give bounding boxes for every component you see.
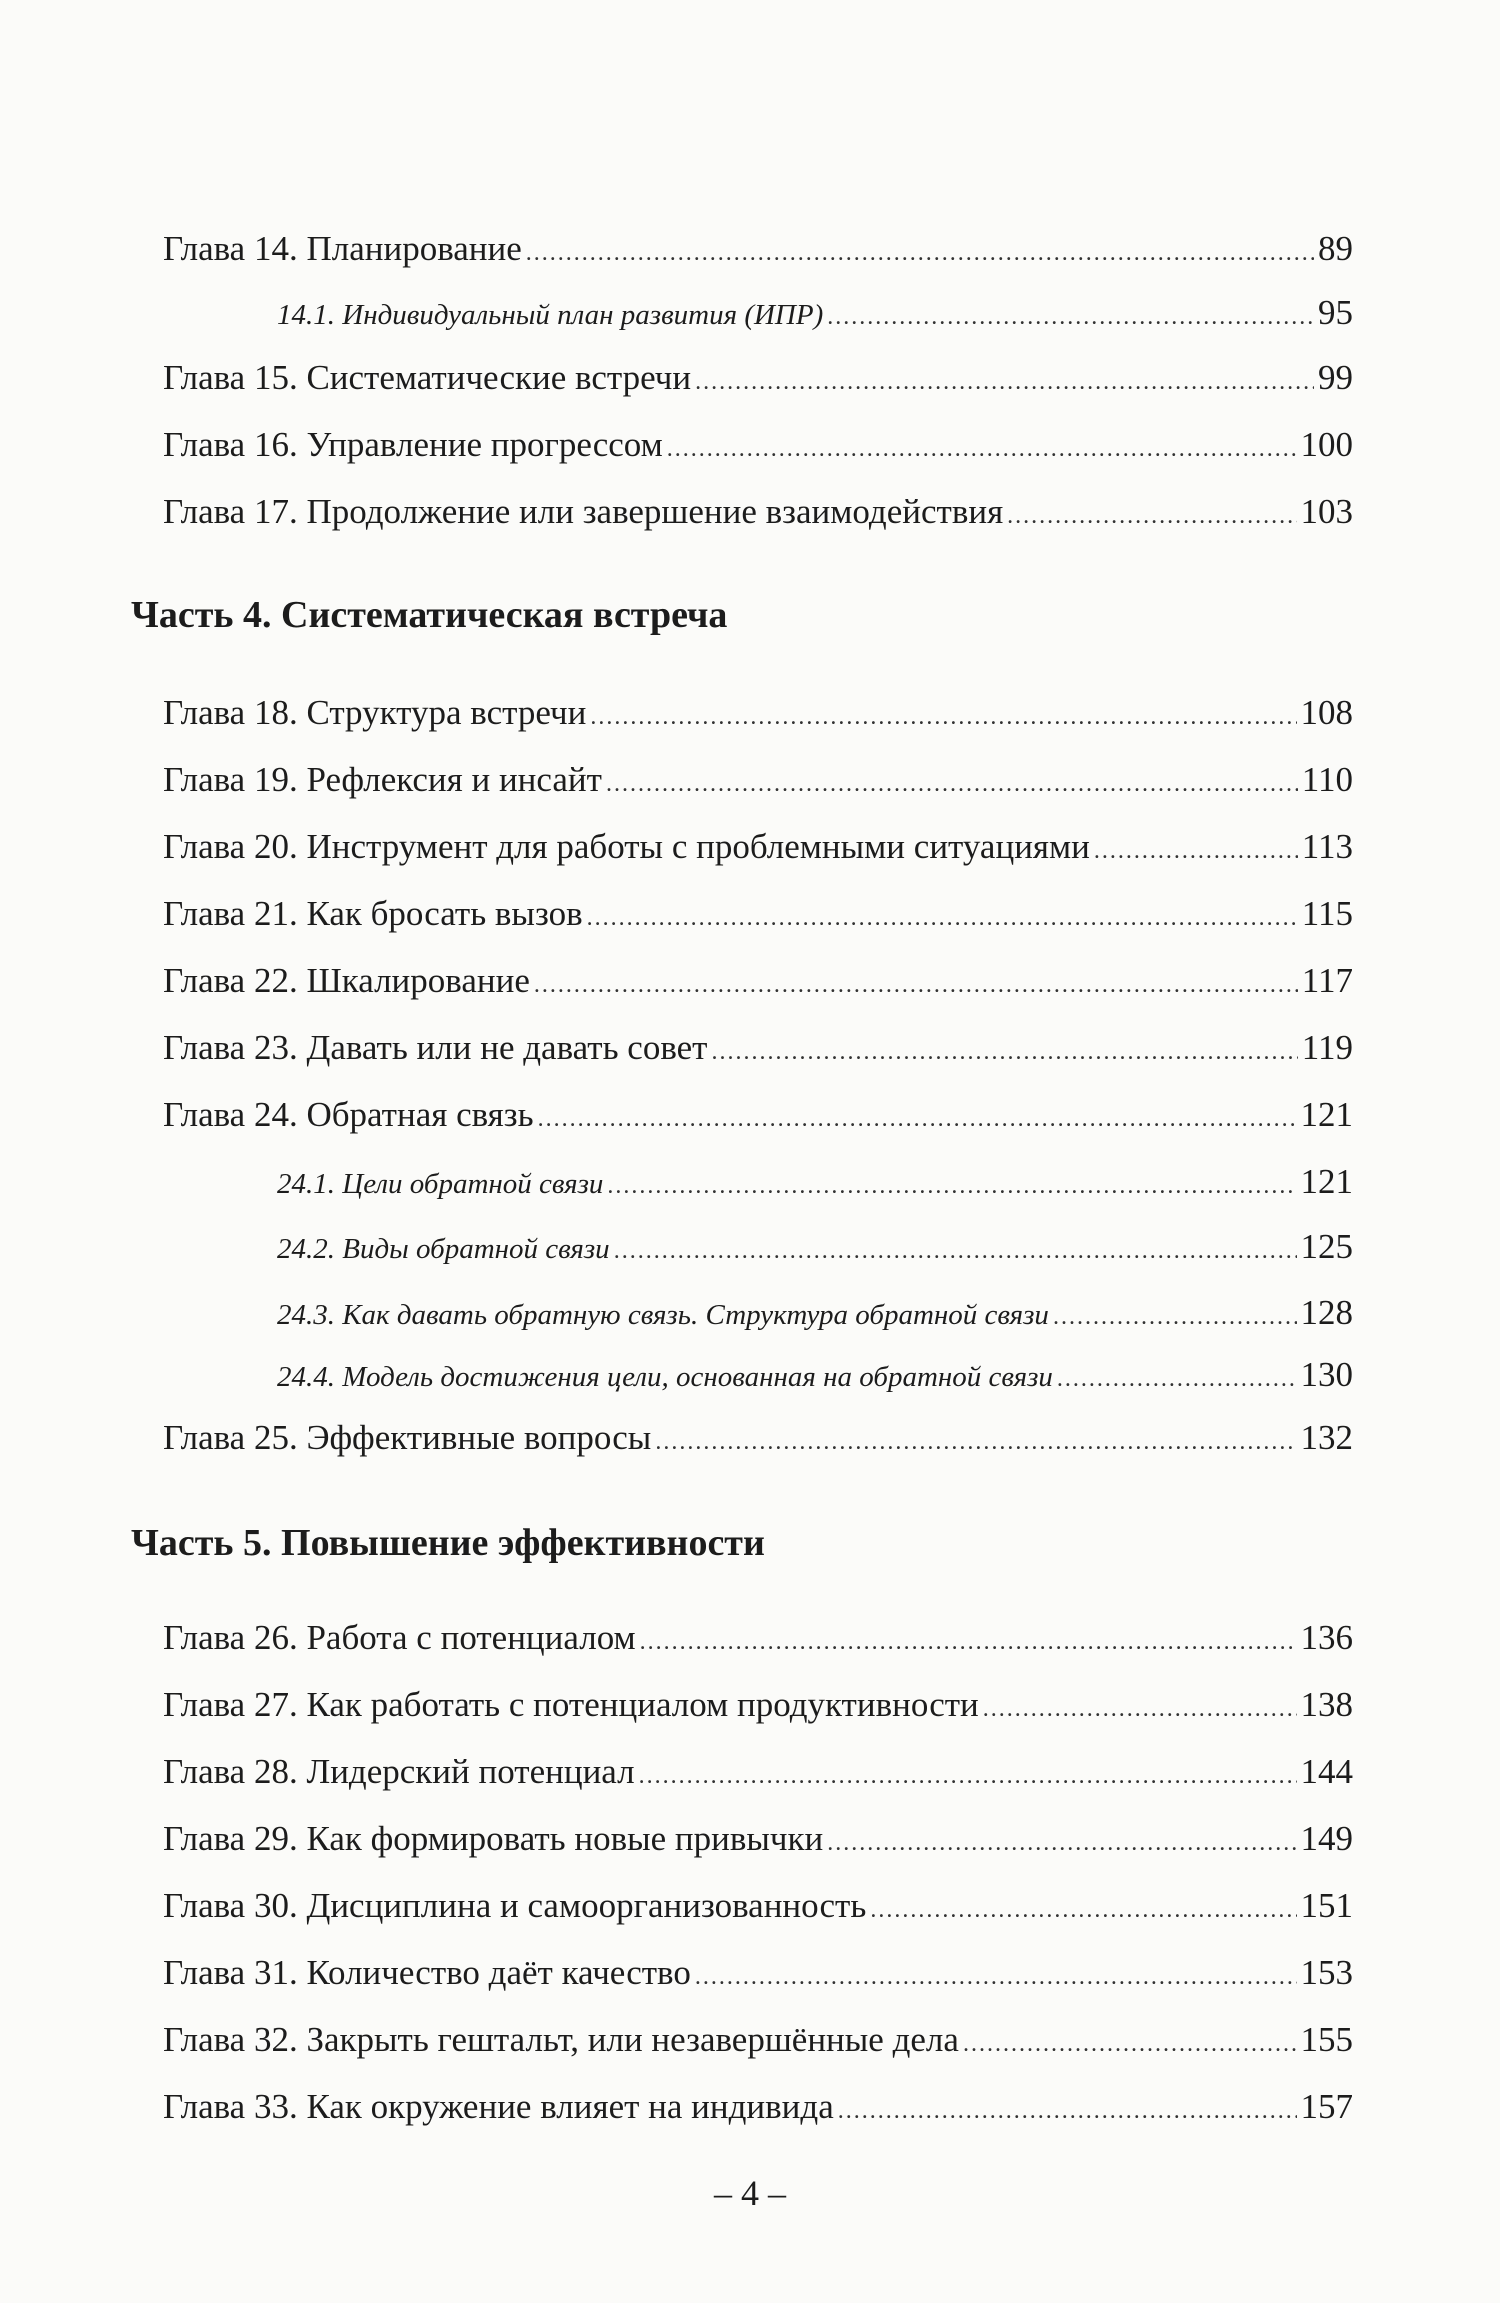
toc-chapter-entry bbox=[163, 1415, 1353, 1465]
toc-entry-page: 151 bbox=[1300, 1886, 1353, 1925]
toc-entry-title: Глава 27. Как работать с потенциалом продуктивности bbox=[163, 1685, 979, 1724]
toc-leader-dots bbox=[587, 895, 1298, 941]
toc-chapter-entry bbox=[163, 757, 1353, 807]
toc-entry-title: 24.4. Модель достижения цели, основанная на обратной связи bbox=[277, 1361, 1053, 1393]
toc-entry-page: 113 bbox=[1301, 827, 1353, 866]
toc-entry-title: Глава 24. Обратная связь bbox=[163, 1095, 534, 1134]
toc-entry-title: Глава 19. Рефлексия и инсайт bbox=[163, 760, 602, 799]
toc-leader-dots bbox=[667, 426, 1297, 472]
toc-entry-page: 89 bbox=[1318, 229, 1353, 268]
toc-entry-title: Глава 23. Давать или не давать совет bbox=[163, 1028, 708, 1067]
toc-leader-dots bbox=[695, 1954, 1297, 2000]
toc-chapter-entry bbox=[163, 1816, 1353, 1866]
toc-subsection-entry bbox=[277, 1159, 1353, 1209]
toc-chapter-entry bbox=[163, 690, 1353, 740]
toc-leader-dots bbox=[1094, 828, 1298, 874]
toc-entry-page: 125 bbox=[1300, 1227, 1353, 1266]
toc-entry-title: Глава 16. Управление прогрессом bbox=[163, 425, 663, 464]
toc-leader-dots bbox=[838, 2088, 1297, 2134]
toc-chapter-entry bbox=[163, 2017, 1353, 2067]
toc-entry-page: 138 bbox=[1300, 1685, 1353, 1724]
toc-entry-title: Глава 20. Инструмент для работы с проблемными ситуациями bbox=[163, 827, 1090, 866]
toc-entry-title: Глава 22. Шкалирование bbox=[163, 961, 530, 1000]
page-number: – 4 – bbox=[714, 2173, 786, 2213]
toc-entry-title: Глава 30. Дисциплина и самоорганизованность bbox=[163, 1886, 867, 1925]
toc-chapter-entry bbox=[163, 1950, 1353, 2000]
toc-chapter-entry bbox=[163, 1749, 1353, 1799]
toc-subsection-entry bbox=[277, 290, 1353, 340]
toc-entry-title: Глава 25. Эффективные вопросы bbox=[163, 1418, 652, 1457]
toc-leader-dots bbox=[695, 359, 1314, 405]
toc-subsection-entry bbox=[277, 1290, 1353, 1340]
toc-entry-title: Глава 28. Лидерский потенциал bbox=[163, 1752, 635, 1791]
toc-entry-title: Глава 18. Структура встречи bbox=[163, 693, 587, 732]
toc-entry-title: 24.2. Виды обратной связи bbox=[277, 1233, 610, 1265]
toc-leader-dots bbox=[639, 1753, 1297, 1799]
toc-chapter-entry bbox=[163, 824, 1353, 874]
toc-leader-dots bbox=[1007, 493, 1296, 539]
toc-leader-dots bbox=[827, 1820, 1296, 1866]
toc-entry-title: Глава 15. Систематические встречи bbox=[163, 358, 692, 397]
toc-chapter-entry bbox=[163, 1682, 1353, 1732]
toc-entry-page: 128 bbox=[1300, 1293, 1353, 1332]
toc-chapter-entry bbox=[163, 2084, 1353, 2134]
toc-entry-page: 110 bbox=[1301, 760, 1353, 799]
toc-chapter-entry bbox=[163, 422, 1353, 472]
toc-entry-page: 95 bbox=[1318, 293, 1353, 332]
toc-leader-dots bbox=[590, 694, 1296, 740]
toc-entry-title: Глава 21. Как бросать вызов bbox=[163, 894, 583, 933]
toc-entry-page: 103 bbox=[1300, 492, 1353, 531]
toc-entry-title: Глава 32. Закрыть гештальт, или незавершённые дела bbox=[163, 2020, 959, 2059]
toc-entry-title: Глава 17. Продолжение или завершение взаимодействия bbox=[163, 492, 1004, 531]
toc-leader-dots bbox=[606, 761, 1298, 807]
toc-chapter-entry bbox=[163, 891, 1353, 941]
toc-leader-dots bbox=[963, 2021, 1297, 2067]
toc-entry-page: 130 bbox=[1300, 1355, 1353, 1394]
toc-entry-page: 117 bbox=[1301, 961, 1353, 1000]
part-heading: Часть 4. Систематическая встреча bbox=[131, 594, 728, 636]
toc-entry-page: 115 bbox=[1301, 894, 1353, 933]
toc-entry-page: 149 bbox=[1300, 1819, 1353, 1858]
toc-leader-dots bbox=[655, 1419, 1296, 1465]
toc-entry-title: Глава 26. Работа с потенциалом bbox=[163, 1618, 636, 1657]
toc-entry-page: 121 bbox=[1300, 1095, 1353, 1134]
toc-entry-page: 155 bbox=[1300, 2020, 1353, 2059]
toc-subsection-entry bbox=[277, 1352, 1353, 1402]
toc-chapter-entry bbox=[163, 355, 1353, 405]
toc-entry-page: 136 bbox=[1300, 1618, 1353, 1657]
toc-chapter-entry bbox=[163, 1615, 1353, 1665]
toc-entry-page: 119 bbox=[1301, 1028, 1353, 1067]
toc-entry-page: 157 bbox=[1300, 2087, 1353, 2126]
toc-entry-page: 100 bbox=[1300, 425, 1353, 464]
toc-leader-dots bbox=[614, 1228, 1297, 1274]
toc-leader-dots bbox=[640, 1619, 1297, 1665]
toc-entry-title: 14.1. Индивидуальный план развития (ИПР) bbox=[277, 299, 824, 331]
toc-chapter-entry bbox=[163, 489, 1353, 539]
toc-chapter-entry bbox=[163, 1025, 1353, 1075]
part-heading: Часть 5. Повышение эффективности bbox=[131, 1522, 765, 1564]
toc-chapter-entry bbox=[163, 1092, 1353, 1142]
toc-leader-dots bbox=[827, 294, 1314, 340]
toc-chapter-entry bbox=[163, 226, 1353, 276]
toc-leader-dots bbox=[526, 230, 1314, 276]
toc-entry-page: 99 bbox=[1318, 358, 1353, 397]
toc-entry-page: 144 bbox=[1300, 1752, 1353, 1791]
toc-leader-dots bbox=[607, 1163, 1296, 1209]
toc-leader-dots bbox=[983, 1686, 1297, 1732]
toc-chapter-entry bbox=[163, 958, 1353, 1008]
toc-leader-dots bbox=[534, 962, 1298, 1008]
toc-entry-title: Глава 29. Как формировать новые привычки bbox=[163, 1819, 824, 1858]
toc-entry-title: Глава 31. Количество даёт качество bbox=[163, 1953, 691, 1992]
toc-entry-title: Глава 33. Как окружение влияет на индивида bbox=[163, 2087, 834, 2126]
toc-subsection-entry bbox=[277, 1224, 1353, 1274]
toc-entry-page: 108 bbox=[1300, 693, 1353, 732]
toc-entry-page: 132 bbox=[1300, 1418, 1353, 1457]
toc-leader-dots bbox=[711, 1029, 1297, 1075]
toc-entry-title: 24.1. Цели обратной связи bbox=[277, 1168, 604, 1200]
toc-chapter-entry bbox=[163, 1883, 1353, 1933]
toc-leader-dots bbox=[1057, 1356, 1297, 1402]
toc-leader-dots bbox=[1053, 1294, 1297, 1340]
toc-entry-page: 121 bbox=[1300, 1162, 1353, 1201]
toc-entry-title: 24.3. Как давать обратную связь. Структура обратной связи bbox=[277, 1299, 1049, 1331]
toc-entry-title: Глава 14. Планирование bbox=[163, 229, 522, 268]
toc-leader-dots bbox=[538, 1096, 1297, 1142]
toc-leader-dots bbox=[870, 1887, 1296, 1933]
toc-entry-page: 153 bbox=[1300, 1953, 1353, 1992]
